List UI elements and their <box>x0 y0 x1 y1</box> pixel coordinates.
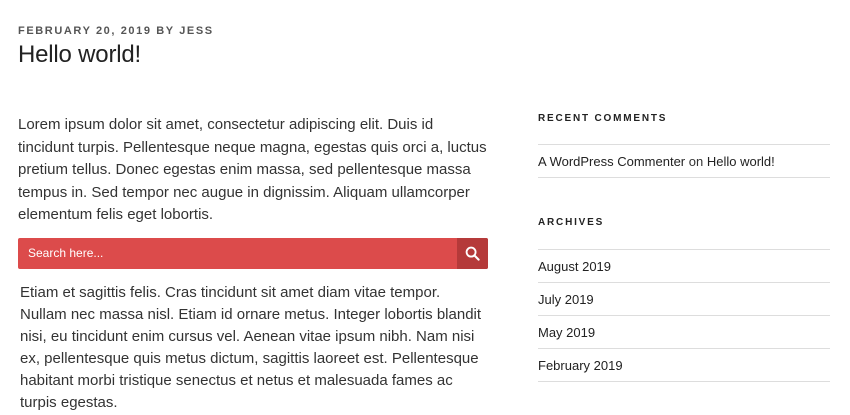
comment-author-link[interactable]: A WordPress Commenter <box>538 153 686 169</box>
post-date-link[interactable]: FEBRUARY 20, 2019 <box>18 25 152 37</box>
archive-link[interactable]: February 2019 <box>538 357 623 373</box>
post-paragraph-2: Etiam et sagittis felis. Cras tincidunt sit amet diam vitae tempor. Nullam nec massa nisl. Etiam id ornare metus. Integer lobortis blandit nisi, eu tincidunt enim cursus vel. Aenean vitae ipsum nibh. Nam nisi ex, pellentesque quis metus dictum, sagittis laoreet est. Pellentesque habitant morbi tristique senectus et netus et malesuada fames ac turpis egestas. <box>20 283 482 411</box>
comment-post-link[interactable]: Hello world! <box>706 153 775 169</box>
archive-link[interactable]: July 2019 <box>538 291 594 307</box>
sidebar <box>538 106 830 382</box>
post-paragraph-1: Lorem ipsum dolor sit amet, consectetur adipiscing elit. Duis id tincidunt turpis. Pellentesque neque magna, egestas quis orci a, luctus pretium tellus. Donec egestas enim massa, sed pellentesque massa tempus in. Sed tempor nec augue in dignissim. Aliquam ullamcorper elementum felis eget lobortis. <box>18 116 487 223</box>
archive-item-may-2019[interactable] <box>538 316 830 349</box>
archive-item-february-2019[interactable] <box>538 349 830 382</box>
post-by-label: BY <box>156 25 175 37</box>
search-icon <box>465 246 480 261</box>
archive-item-july-2019[interactable] <box>538 283 830 316</box>
recent-comment-item <box>538 144 830 178</box>
post-meta <box>18 25 214 37</box>
post-content <box>18 114 490 414</box>
post-title: Hello world! <box>18 41 141 68</box>
search-input[interactable] <box>18 238 456 269</box>
recent-comments-title: RECENT COMMENTS <box>538 113 668 124</box>
archives-title: ARCHIVES <box>538 217 605 228</box>
search-button[interactable] <box>457 238 488 269</box>
archive-link[interactable]: May 2019 <box>538 324 596 340</box>
post-author-link[interactable]: JESS <box>179 25 214 37</box>
comment-on-label: on <box>688 153 704 169</box>
archive-item-august-2019[interactable] <box>538 250 830 283</box>
archives-list <box>538 249 830 382</box>
search-form <box>18 238 488 269</box>
archive-link[interactable]: August 2019 <box>538 258 612 274</box>
